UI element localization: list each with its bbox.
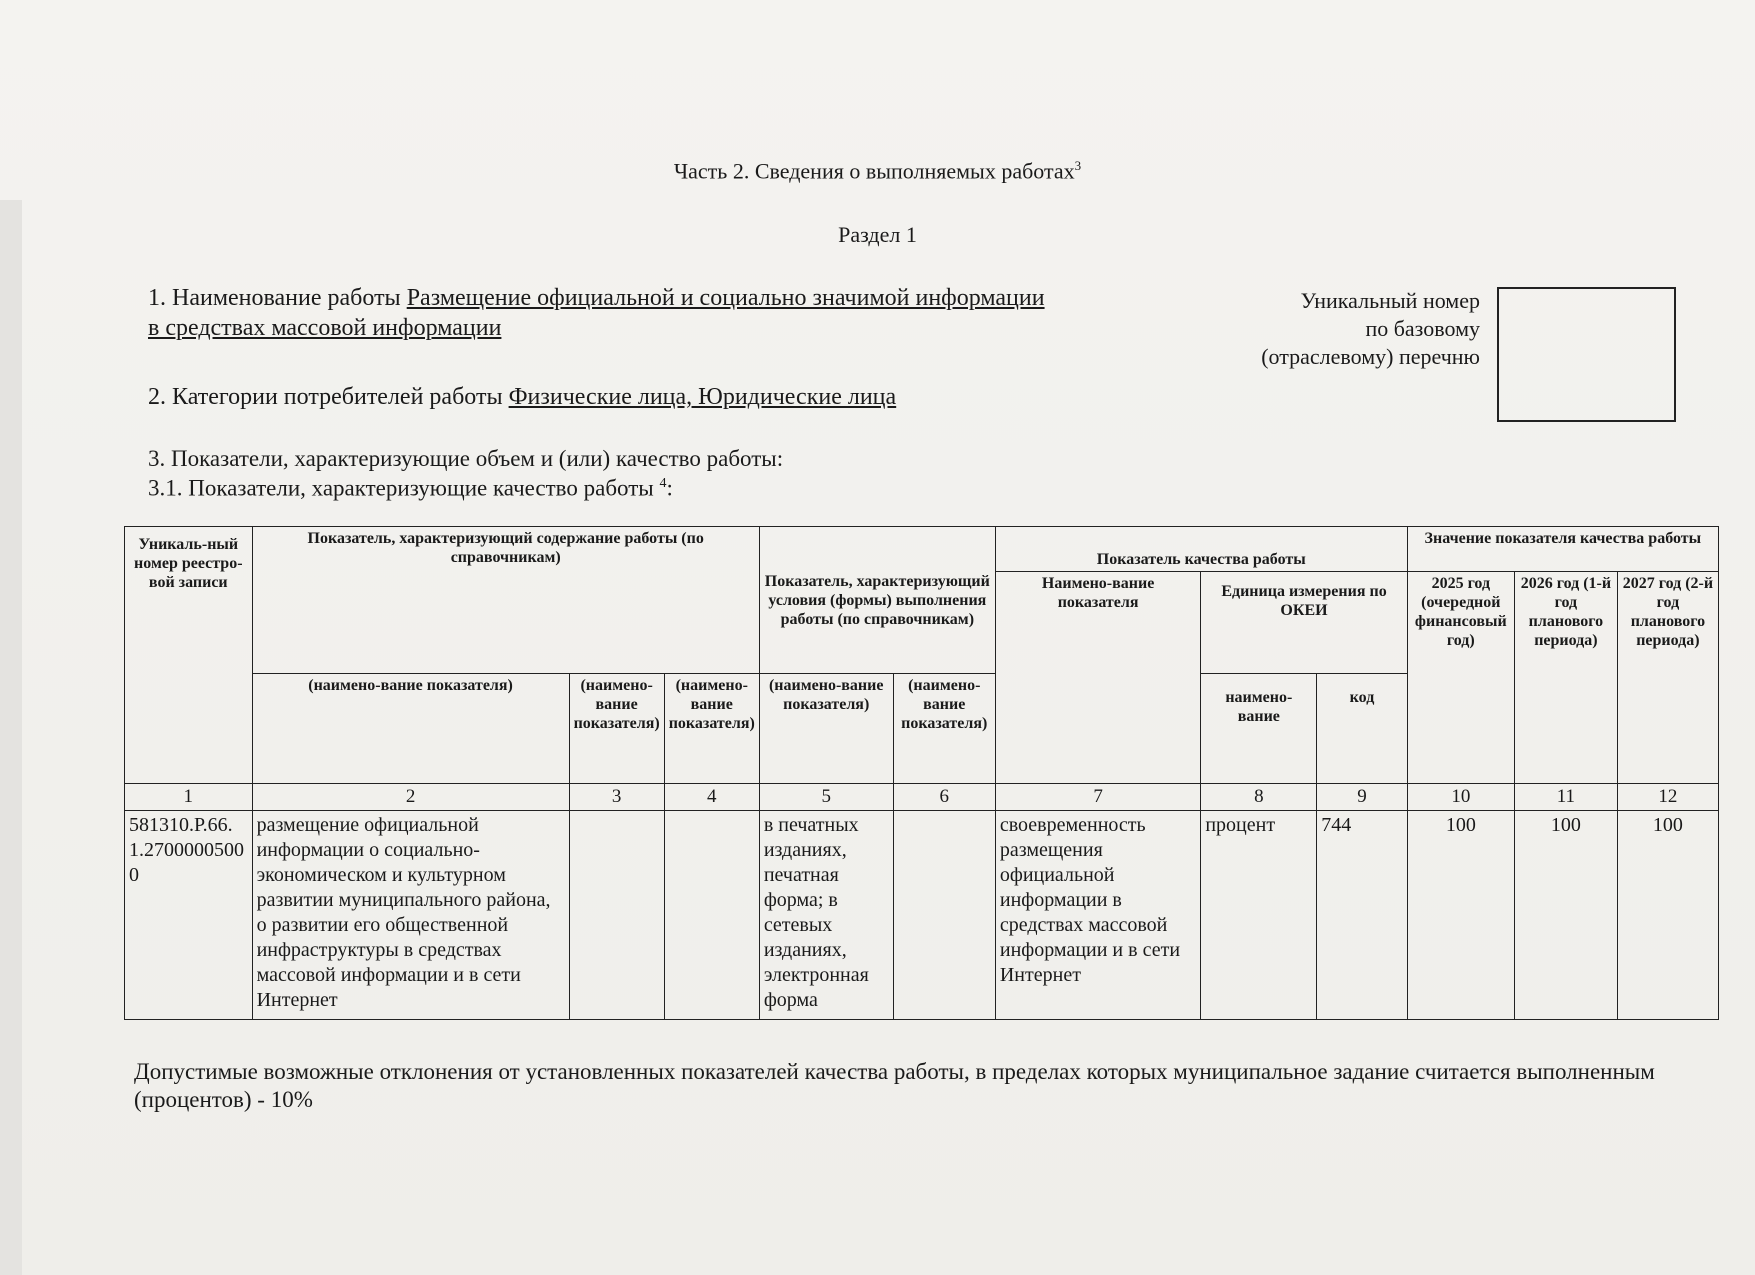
col-num-6: 6 [893, 784, 995, 811]
col-num-9: 9 [1317, 784, 1407, 811]
item3-line: 3. Показатели, характеризующие объем и (или) качество работы: [148, 446, 784, 471]
header-content-indicator: Показатель, характеризующий содержание работы (по справочникам) [252, 527, 759, 674]
col-num-4: 4 [664, 784, 759, 811]
header-unit-name: наимено-вание [1201, 674, 1317, 784]
header-2025: 2025 год (очередной финансовый год) [1407, 572, 1514, 784]
part-title: Часть 2. Сведения о выполняемых работах$^3$ [673, 158, 1082, 184]
header-cond-2: (наимено-вание показателя) [893, 674, 995, 784]
cell-content: размещение официальной информации о социально-экономическом и культурном развитии муниципального района, о развитии его общественной инфраструктуры в средствах массовой информации и в сети Интернет [252, 811, 569, 1020]
header-2026: 2026 год (1-й год планового периода) [1514, 572, 1617, 784]
item2-line: 2. Категории потребителей работы Физические лица, Юридические лица [148, 384, 897, 410]
header-reg-number: Уникаль-ный номер реестро-вой записи [125, 527, 253, 784]
allowed-deviation-note: Допустимые возможные отклонения от установленных показателей качества работы, в пределах которых муниципальное задание считается выполненным (процентов) - 10% [134, 1059, 1655, 1112]
cell-2025: 100 [1407, 811, 1514, 1020]
cell-unit-name: процент [1201, 811, 1317, 1020]
cell-quality-name: своевременность размещения официальной информации в средствах массовой информации и в сети Интернет [995, 811, 1200, 1020]
col-num-8: 8 [1201, 784, 1317, 811]
header-2027: 2027 год (2-й год планового периода) [1617, 572, 1718, 784]
cell-content-2 [569, 811, 664, 1020]
work-name-cont: в средствах массовой информации [148, 315, 502, 341]
section-title: Раздел 1 [838, 222, 917, 247]
col-num-10: 10 [1407, 784, 1514, 811]
col-num-11: 11 [1514, 784, 1617, 811]
header-quality-value: Значение показателя качества работы [1407, 527, 1718, 572]
cell-reg-number: 581310.Р.66.1.27000005000 [125, 811, 253, 1020]
cell-condition: в печатных изданиях, печатная форма; в сетевых изданиях, электронная форма [759, 811, 893, 1020]
col-num-3: 3 [569, 784, 664, 811]
header-quality-name: Наимено-вание показателя [995, 572, 1200, 784]
header-content-1: (наимено-вание показателя) [252, 674, 569, 784]
header-unit-code: код [1317, 674, 1407, 784]
cell-unit-code: 744 [1317, 811, 1407, 1020]
header-quality-indicator: Показатель качества работы [995, 527, 1407, 572]
unique-number-label: Уникальный номер по базовому (отраслевому) перечню [1261, 288, 1480, 369]
quality-table [124, 526, 1719, 1020]
table-row [125, 811, 1719, 1020]
consumer-categories: Физические лица, Юридические лица [508, 384, 897, 410]
scan-margin [0, 200, 22, 1275]
col-num-1: 1 [125, 784, 253, 811]
header-content-3: (наимено-вание показателя) [664, 674, 759, 784]
header-content-2: (наимено-вание показателя) [569, 674, 664, 784]
col-num-12: 12 [1617, 784, 1718, 811]
item1-line1: 1. Наименование работы Размещение официальной и социально значимой информации [148, 285, 1045, 311]
cell-2026: 100 [1514, 811, 1617, 1020]
col-num-7: 7 [995, 784, 1200, 811]
unique-number-box [1497, 287, 1676, 422]
col-num-2: 2 [252, 784, 569, 811]
cell-condition-2 [893, 811, 995, 1020]
cell-2027: 100 [1617, 811, 1718, 1020]
item1-line2 [148, 313, 501, 343]
header-unit: Единица измерения по ОКЕИ [1201, 572, 1407, 674]
header-cond-1: (наимено-вание показателя) [759, 674, 893, 784]
header-condition-indicator: Показатель, характеризующий условия (формы) выполнения работы (по справочникам) [759, 527, 995, 674]
work-name: Размещение официальной и социально значимой информации [406, 285, 1045, 311]
cell-content-3 [664, 811, 759, 1020]
item31-line: 3.1. Показатели, характеризующие качество работы $^4$: [148, 475, 673, 501]
col-num-5: 5 [759, 784, 893, 811]
